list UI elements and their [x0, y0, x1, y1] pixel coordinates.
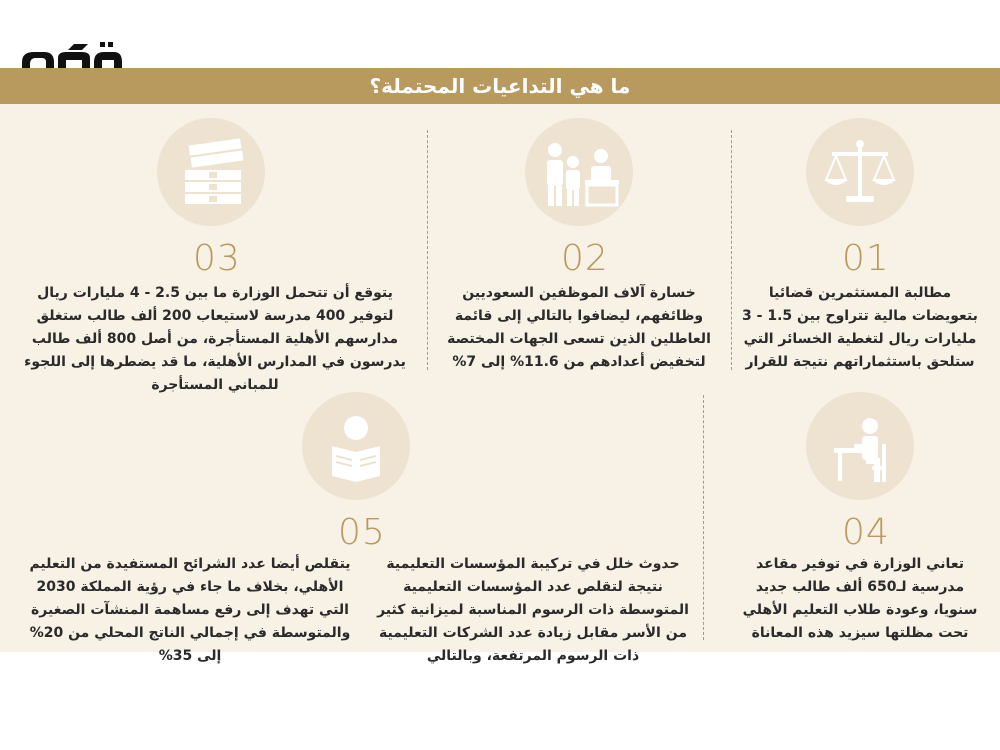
icon-circle: [525, 118, 633, 226]
item-number: 02: [561, 238, 609, 279]
item-number: 03: [193, 238, 241, 279]
reader-icon: [302, 392, 410, 500]
item-text-continued: يتقلص أيضا عدد الشرائح المستفيدة من التعليم الأهلي، بخلاف ما جاء في رؤية المملكة 2030 التي تهدف إلى رفع مساهمة المنشآت الصغيرة والمتوسطة في إجمالي الناتج المحلي من 20% إلى 35%: [29, 556, 351, 664]
icon-circle: [157, 118, 265, 226]
scales-icon: [806, 118, 914, 226]
item-text: يتوقع أن تتحمل الوزارة ما بين 2.5 - 4 مليارات ريال لتوفير 400 مدرسة لاستيعاب 200 ألف طالب ستغلق مدارسهم الأهلية المستأجرة، من أصل 800 ألف طالب يدرسون في المدارس الأهلية، ما قد يضطرها إلى اللجوء للمباني المستأجرة: [24, 285, 406, 393]
column-divider: [427, 130, 428, 370]
student-desk-icon: [806, 392, 914, 500]
title-banner: [0, 68, 1000, 104]
column-divider: [731, 130, 732, 370]
item-text: خسارة آلاف الموظفين السعوديين وظائفهم، ليضافوا بالتالي إلى قائمة العاطلين الذين تسعى الجهات المختصة لتخفيض أعدادهم من 11.6% إلى 7%: [447, 285, 711, 370]
item-number: 01: [842, 238, 890, 279]
item-text: تعاني الوزارة في توفير مقاعد مدرسية لـ650 ألف طالب جديد سنويا، وعودة طلاب التعليم الأهلي تحت مظلتها سيزيد هذه المعاناة: [742, 556, 978, 641]
employees-icon: [525, 118, 633, 226]
page-title: ما هي التداعيات المحتملة؟: [369, 74, 631, 98]
item-text: مطالبة المستثمرين قضائيا بتعويضات مالية تتراوح بين 1.5 - 3 مليارات ريال لتغطية الخسائر التي ستلحق باستثماراتهم نتيجة للقرار: [742, 285, 978, 370]
icon-circle: [302, 392, 410, 500]
item-text: حدوث خلل في تركيبة المؤسسات التعليمية نتيجة لتقلص عدد المؤسسات التعليمية المتوسطة ذات الرسوم المناسبة لميزانية كثير من الأسر مقابل زيادة عدد الشركات التعليمية ذات الرسوم المرتفعة، وبالتالي: [377, 556, 689, 664]
icon-circle: [806, 118, 914, 226]
item-number: 05: [338, 512, 386, 553]
icon-circle: [806, 392, 914, 500]
column-divider: [703, 395, 704, 640]
item-number: 04: [842, 512, 890, 553]
money-icon: [157, 118, 265, 226]
